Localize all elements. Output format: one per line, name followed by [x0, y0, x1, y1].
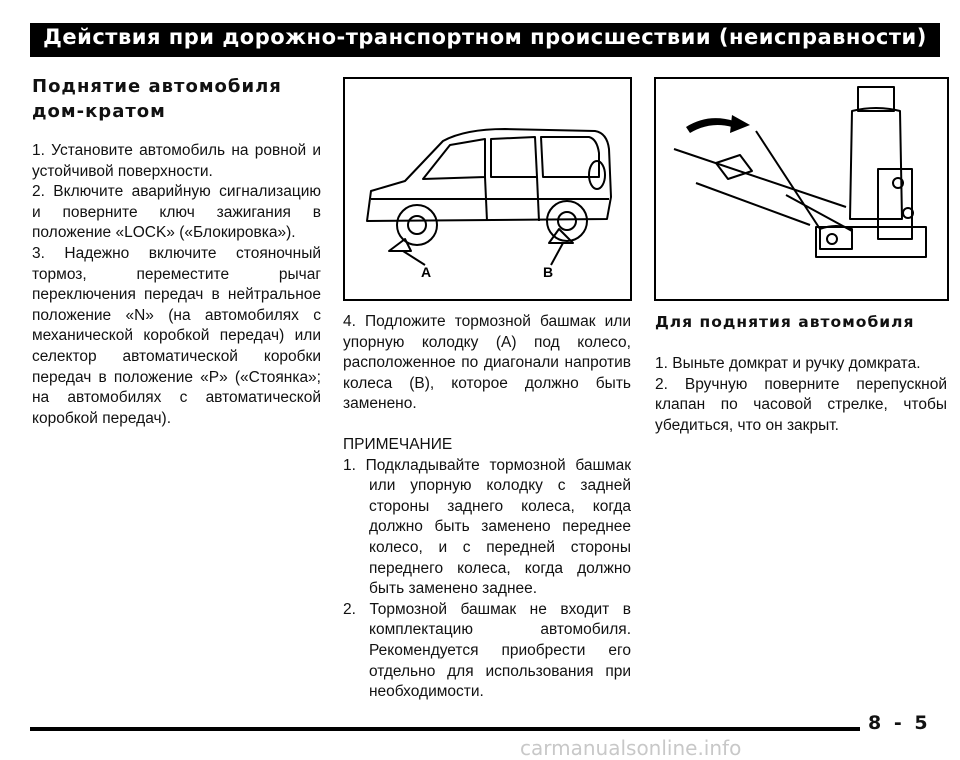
jack-step-1: 1. Выньте домкрат и ручку домкрата.: [655, 355, 921, 372]
step-2: 2. Включите аварийную сигнализацию и поверните ключ зажигания в положение «LOCK» («Блокировка»).: [32, 183, 321, 242]
middle-column: [343, 312, 631, 703]
page-header-title: Действия при дорожно-транспортном происшествии (неисправности): [43, 25, 927, 49]
page-number: 8 - 5: [868, 712, 931, 734]
step-3: 3. Надежно включите стояночный тормоз, переместите рычаг переключения передач в нейтральное положение «N» (на автомобилях с механической коробкой передач) или селектор автоматической коробки передач в положение «P» («Стоянка»; на автомобилях с автоматической коробкой передач).: [32, 244, 321, 427]
note-item-1: 1. Подкладывайте тормозной башмак или упорную колодку с задней стороны заднего колеса, когда должно быть заменено переднее колесо, и с передней стороны переднего колеса, когда должно быть заменено заднее.: [343, 456, 631, 598]
jack-step-2: 2. Вручную поверните перепускной клапан по часовой стрелке, чтобы убедиться, что он закрыт.: [655, 375, 947, 434]
label-b: B: [543, 264, 554, 280]
jack-valve-figure: [654, 77, 949, 301]
left-column: [32, 141, 321, 429]
note-heading: ПРИМЕЧАНИЕ: [343, 435, 453, 453]
watermark: carmanualsonline.info: [520, 736, 742, 760]
jack-illustration: [656, 79, 947, 299]
page-header-bar: [30, 23, 940, 57]
jack-subtitle: Для поднятия автомобиля: [655, 313, 915, 331]
step-4: 4. Подложите тормозной башмак или упорную колодку (A) под колесо, расположенное по диагонали напротив колеса (B), которое должно быть заменено.: [343, 313, 631, 413]
car-wheel-chock-figure: [343, 77, 632, 301]
footer-rule: [30, 727, 860, 731]
step-1: 1. Установите автомобиль на ровной и устойчивой поверхности.: [32, 142, 321, 180]
section-title: Поднятие автомобиля дом-кратом: [32, 76, 282, 122]
label-a: A: [421, 264, 432, 280]
car-illustration: [345, 79, 630, 299]
right-column: [655, 354, 947, 436]
note-item-2: 2. Тормозной башмак не входит в комплектацию автомобиля. Рекомендуется приобрести его отдельно для использования при необходимости.: [343, 600, 631, 701]
